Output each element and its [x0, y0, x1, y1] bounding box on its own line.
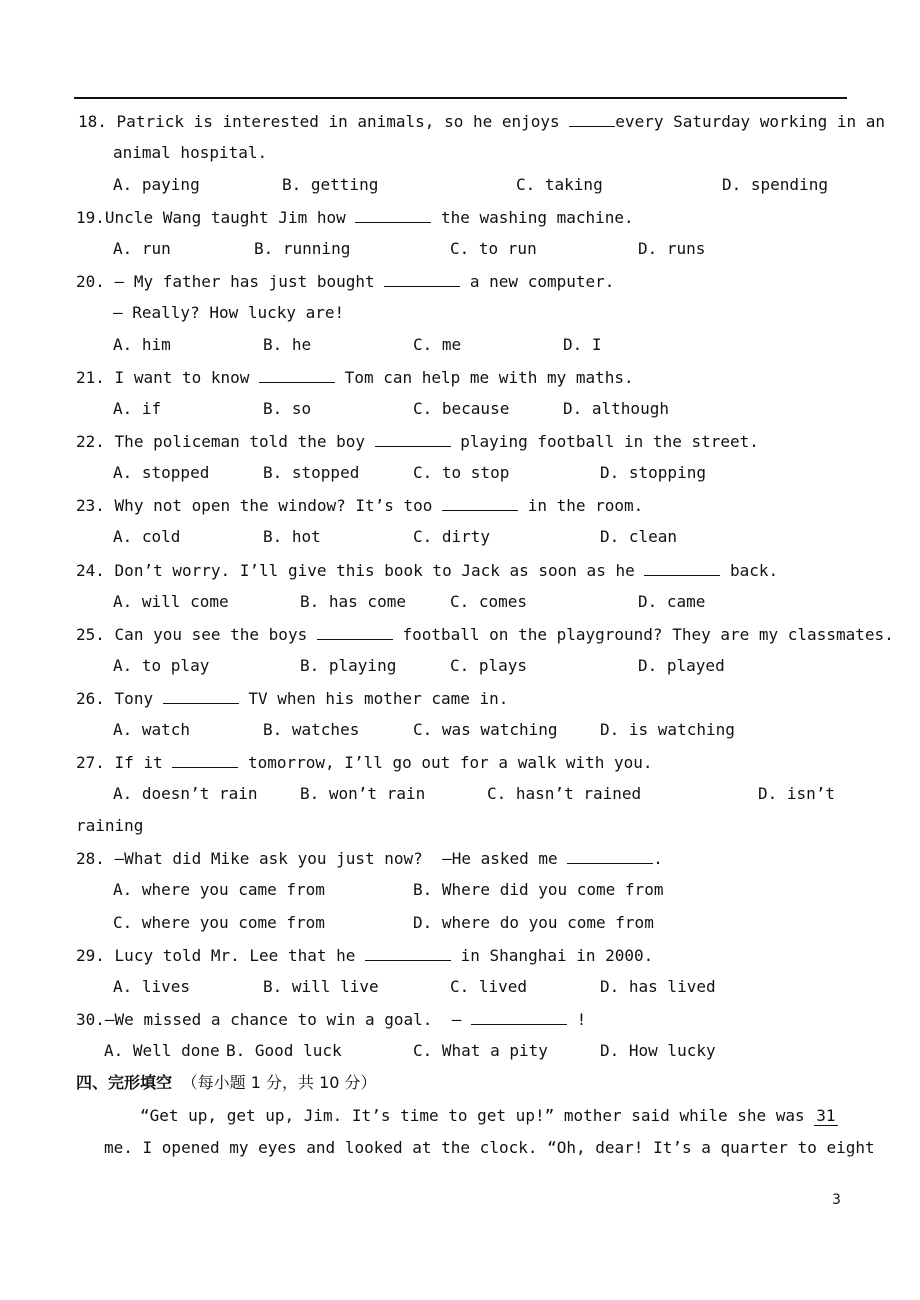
answer-blank	[163, 688, 239, 704]
option-b: B. he	[263, 335, 312, 354]
passage-line-2: me. I opened my eyes and looked at the clock. “Oh, dear! It’s a quarter to eight	[104, 1138, 875, 1157]
question-22: 22. The policeman told the boy playing football in the street.	[76, 432, 759, 451]
option-b: B. has come	[300, 592, 406, 611]
option-c: C. taking	[516, 175, 603, 194]
option-c: C. was watching	[413, 720, 558, 739]
option-a: A. where you came from	[113, 880, 325, 899]
option-c: C. me	[413, 335, 462, 354]
question-26: 26. Tony TV when his mother came in.	[76, 689, 509, 708]
header-rule	[74, 97, 847, 99]
option-b: B. so	[263, 399, 312, 418]
option-b: B. getting	[282, 175, 379, 194]
option-c: C. where you come from	[113, 913, 325, 932]
option-b: B. watches	[263, 720, 360, 739]
option-a: A. watch	[113, 720, 191, 739]
option-a: A. if	[113, 399, 162, 418]
option-d: D. although	[563, 399, 669, 418]
question-19: 19.Uncle Wang taught Jim how the washing machine.	[76, 208, 634, 227]
option-c: C. to run	[450, 239, 537, 258]
option-a: A. lives	[113, 977, 191, 996]
option-b: B. Good luck	[226, 1041, 342, 1060]
option-a: A. cold	[113, 527, 181, 546]
option-a: A. him	[113, 335, 171, 354]
option-a: A. stopped	[113, 463, 210, 482]
option-d: D. is watching	[600, 720, 735, 739]
question-28: 28. —What did Mike ask you just now? —He asked me .	[76, 849, 663, 868]
option-a: A. to play	[113, 656, 210, 675]
question-23: 23. Why not open the window? It’s too in the room.	[76, 496, 644, 515]
answer-blank	[569, 111, 615, 127]
answer-blank	[375, 431, 451, 447]
option-d: D. has lived	[600, 977, 716, 996]
option-c: C. hasn’t rained	[487, 784, 642, 803]
answer-blank	[259, 367, 335, 383]
option-c: C. What a pity	[413, 1041, 548, 1060]
option-a: A. doesn’t rain	[113, 784, 258, 803]
option-b: B. running	[254, 239, 351, 258]
answer-blank	[172, 752, 238, 768]
option-b: B. will live	[263, 977, 379, 996]
answer-blank	[644, 560, 720, 576]
cloze-blank-31: 31	[816, 1106, 836, 1125]
question-20-reply: — Really? How lucky are!	[113, 303, 345, 322]
question-18: 18. Patrick is interested in animals, so he enjoys every Saturday working in an	[78, 112, 886, 131]
option-d: D. clean	[600, 527, 678, 546]
option-b: B. won’t rain	[300, 784, 426, 803]
answer-blank	[384, 271, 460, 287]
option-d: D. stopping	[600, 463, 706, 482]
option-d-wrap: raining	[76, 816, 144, 835]
page-number: 3	[832, 1192, 841, 1208]
option-d: D. where do you come from	[413, 913, 654, 932]
answer-blank	[471, 1009, 567, 1025]
answer-blank	[365, 945, 451, 961]
section-heading	[76, 1073, 377, 1093]
option-a: A. paying	[113, 175, 200, 194]
option-d: D. came	[638, 592, 706, 611]
option-b: B. Where did you come from	[413, 880, 664, 899]
option-a: A. run	[113, 239, 171, 258]
question-24: 24. Don’t worry. I’ll give this book to Jack as soon as he back.	[76, 561, 779, 580]
option-b: B. stopped	[263, 463, 360, 482]
option-d: D. played	[638, 656, 725, 675]
option-a: A. Well done	[104, 1041, 220, 1060]
option-d: D. spending	[722, 175, 828, 194]
section-title: 四、完形填空	[76, 1073, 173, 1092]
question-25: 25. Can you see the boys football on the playground? They are my classmates.	[76, 625, 894, 644]
option-c: C. to stop	[413, 463, 510, 482]
option-c: C. plays	[450, 656, 528, 675]
question-21: 21. I want to know Tom can help me with my maths.	[76, 368, 634, 387]
passage-line-1: “Get up, get up, Jim. It’s time to get up!” mother said while she was 31	[140, 1106, 836, 1125]
question-18-continuation: animal hospital.	[113, 143, 268, 162]
question-29: 29. Lucy told Mr. Lee that he in Shanghai in 2000.	[76, 946, 654, 965]
option-a: A. will come	[113, 592, 229, 611]
option-d: D. How lucky	[600, 1041, 716, 1060]
answer-blank	[567, 848, 653, 864]
option-d: D. runs	[638, 239, 706, 258]
option-c: C. lived	[450, 977, 528, 996]
option-c: C. because	[413, 399, 510, 418]
answer-blank	[317, 624, 393, 640]
answer-blank	[355, 207, 431, 223]
option-d: D. I	[563, 335, 602, 354]
question-27: 27. If it tomorrow, I’ll go out for a walk with you.	[76, 753, 653, 772]
section-note: （每小题 1 分，共 10 分）	[181, 1073, 377, 1092]
question-20: 20. — My father has just bought a new computer.	[76, 272, 615, 291]
question-30: 30.—We missed a chance to win a goal. — !	[76, 1010, 587, 1029]
option-b: B. hot	[263, 527, 321, 546]
option-d: D. isn’t	[758, 784, 836, 803]
answer-blank	[442, 495, 518, 511]
option-b: B. playing	[300, 656, 397, 675]
option-c: C. comes	[450, 592, 528, 611]
option-c: C. dirty	[413, 527, 491, 546]
